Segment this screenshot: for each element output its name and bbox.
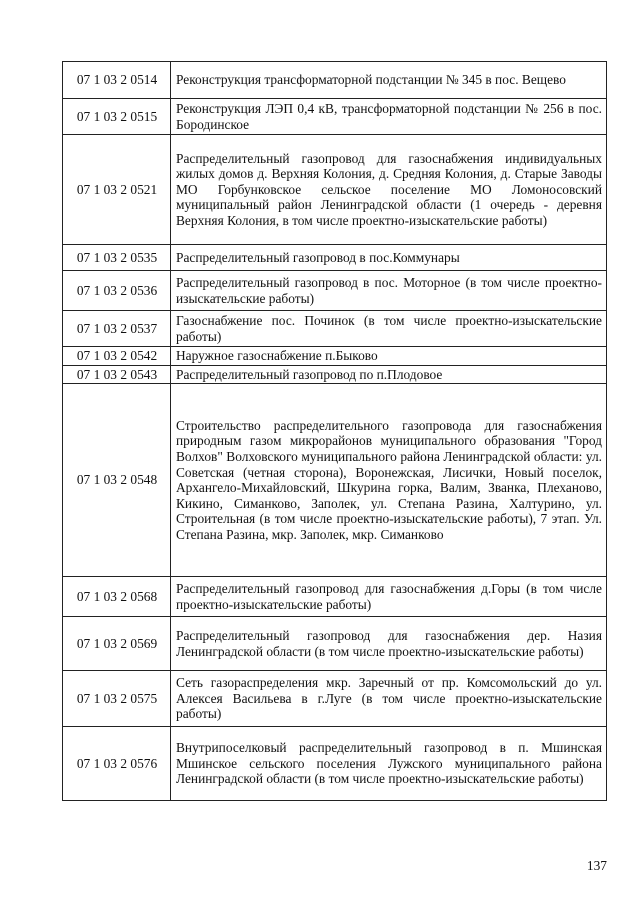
budget-code-cell: 07 1 03 2 0535 <box>63 245 171 271</box>
description-cell: Наружное газоснабжение п.Быково <box>171 347 607 366</box>
budget-code-cell: 07 1 03 2 0514 <box>63 62 171 99</box>
table-row <box>63 365 607 384</box>
description-cell: Распределительный газопровод по п.Плодовое <box>171 365 607 384</box>
description-cell: Распределительный газопровод в пос.Коммунары <box>171 245 607 271</box>
description-cell: Распределительный газопровод для газоснабжения индивидуальных жилых домов д. Верхняя Колония, д. Средняя Колония, д. Старые Заводы МО Горбунковское сельское поселение МО Ломоносовский муниципальный район Ленинградской области (1 очередь - деревня Верхняя Колония, в том числе проектно-изыскательские работы) <box>171 135 607 245</box>
budget-code-cell: 07 1 03 2 0515 <box>63 99 171 135</box>
budget-code-cell: 07 1 03 2 0537 <box>63 311 171 347</box>
budget-code-cell: 07 1 03 2 0542 <box>63 347 171 366</box>
budget-code-cell: 07 1 03 2 0543 <box>63 365 171 384</box>
table-row <box>63 245 607 271</box>
budget-code-cell: 07 1 03 2 0548 <box>63 384 171 577</box>
table-row <box>63 384 607 577</box>
budget-table <box>62 61 607 801</box>
table-row <box>63 271 607 311</box>
table-row <box>63 671 607 727</box>
description-cell: Распределительный газопровод для газоснабжения д.Горы (в том числе проектно-изыскательские работы) <box>171 577 607 617</box>
table-row <box>63 617 607 671</box>
budget-table-body <box>63 62 607 801</box>
page-number: 137 <box>586 858 607 873</box>
table-row <box>63 99 607 135</box>
table-row <box>63 311 607 347</box>
description-cell: Газоснабжение пос. Починок (в том числе проектно-изыскательские работы) <box>171 311 607 347</box>
description-cell: Реконструкция ЛЭП 0,4 кВ, трансформаторной подстанции № 256 в пос. Бородинское <box>171 99 607 135</box>
budget-code-cell: 07 1 03 2 0576 <box>63 727 171 801</box>
description-cell: Реконструкция трансформаторной подстанции № 345 в пос. Вещево <box>171 62 607 99</box>
budget-table-container <box>62 61 607 801</box>
description-cell: Сеть газораспределения мкр. Заречный от пр. Комсомольский до ул. Алексея Васильева в г.Луге (в том числе проектно-изыскательские работы) <box>171 671 607 727</box>
table-row <box>63 347 607 366</box>
description-cell: Распределительный газопровод для газоснабжения дер. Назия Ленинградской области (в том числе проектно-изыскательские работы) <box>171 617 607 671</box>
budget-code-cell: 07 1 03 2 0521 <box>63 135 171 245</box>
description-cell: Распределительный газопровод в пос. Моторное (в том числе проектно-изыскательские работы) <box>171 271 607 311</box>
budget-code-cell: 07 1 03 2 0536 <box>63 271 171 311</box>
table-row <box>63 135 607 245</box>
budget-code-cell: 07 1 03 2 0575 <box>63 671 171 727</box>
budget-code-cell: 07 1 03 2 0569 <box>63 617 171 671</box>
description-cell: Внутрипоселковый распределительный газопровод в п. Мшинская Мшинское сельского поселения Лужского муниципального района Ленинградской области (в том числе проектно-изыскательские работы) <box>171 727 607 801</box>
budget-code-cell: 07 1 03 2 0568 <box>63 577 171 617</box>
table-row <box>63 62 607 99</box>
table-row <box>63 577 607 617</box>
description-cell: Строительство распределительного газопровода для газоснабжения природным газом микрорайонов муниципального образования "Город Волхов" Волховского муниципального района Ленинградской области: ул. Советская (четная сторона), Воронежская, Лисички, Новый поселок, Архангело-Михайловский, Шкурина горка, Валим, Званка, Плеханово, Кикино, Симанково, Заполек, ул. Степана Разина, Халтурино, ул. Строительная (в том числе проектно-изыскательские работы), 7 этап. Ул. Степана Разина, мкр. Заполек, мкр. Симанково <box>171 384 607 577</box>
table-row <box>63 727 607 801</box>
